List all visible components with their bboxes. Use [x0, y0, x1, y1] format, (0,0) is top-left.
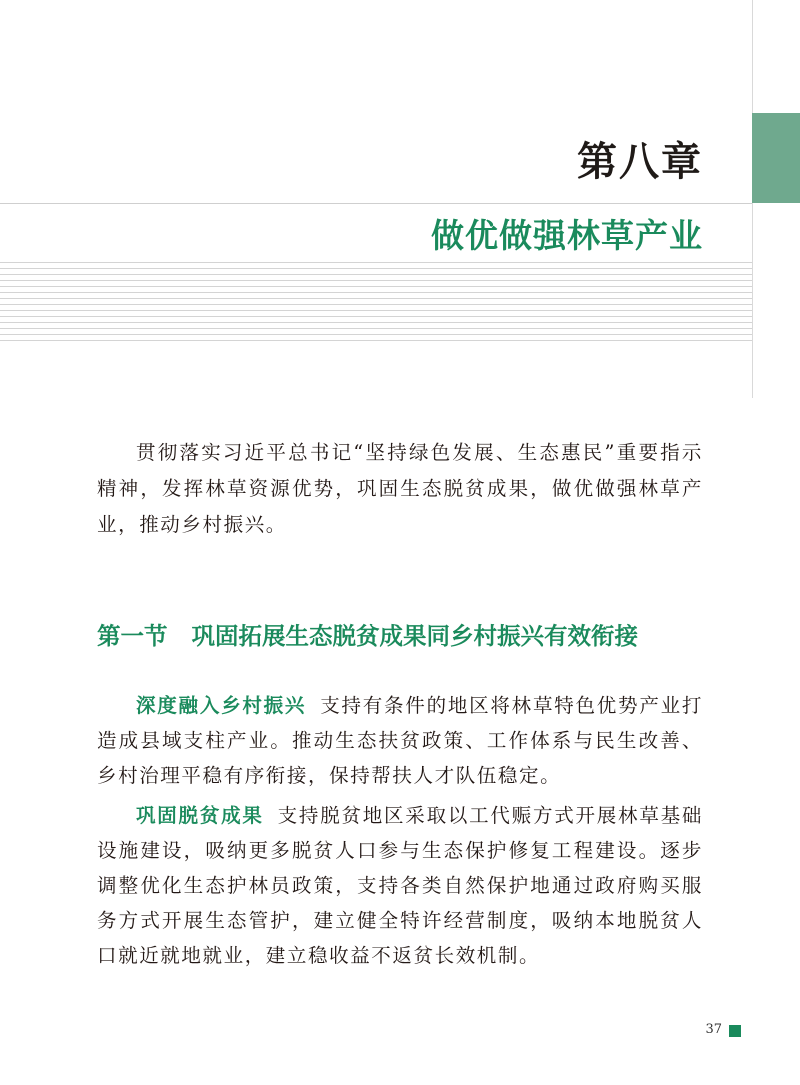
- page-marker-square: [729, 1025, 741, 1037]
- section-heading: [97, 617, 638, 651]
- chapter-tab-marker: [752, 113, 800, 203]
- decorative-stripes: [0, 262, 752, 347]
- intro-paragraph: 贯彻落实习近平总书记“坚持绿色发展、生态惠民”重要指示精神，发挥林草资源优势，巩固生态脱贫成果，做优做强林草产业，推动乡村振兴。: [97, 441, 703, 536]
- paragraph-text: 支持有条件的地区将林草特色优势产业打造成县域支柱产业。推动生态扶贫政策、工作体系与民生改善、乡村治理平稳有序衔接，保持帮扶人才队伍稳定。: [97, 694, 703, 787]
- section-title-text: 巩固拓展生态脱贫成果同乡村振兴有效衔接: [191, 622, 638, 650]
- section-label: 第一节: [97, 622, 168, 650]
- paragraph-lead: 巩固脱贫成果: [136, 804, 264, 827]
- header-rule: [0, 203, 752, 204]
- paragraph-lead: 深度融入乡村振兴: [136, 694, 307, 717]
- chapter-number: 第八章: [577, 138, 703, 185]
- body-paragraph: [97, 798, 703, 973]
- paragraph-text: 支持脱贫地区采取以工代赈方式开展林草基础设施建设，吸纳更多脱贫人口参与生态保护修复工程建设。逐步调整优化生态护林员政策，支持各类自然保护地通过政府购买服务方式开展生态管护，建立健全特许经营制度，吸纳本地脱贫人口就近就地就业，建立稳收益不返贫长效机制。: [97, 804, 703, 967]
- chapter-title: 做优做强林草产业: [431, 216, 703, 255]
- page-number: 37: [705, 1022, 722, 1037]
- body-paragraph: [97, 688, 703, 793]
